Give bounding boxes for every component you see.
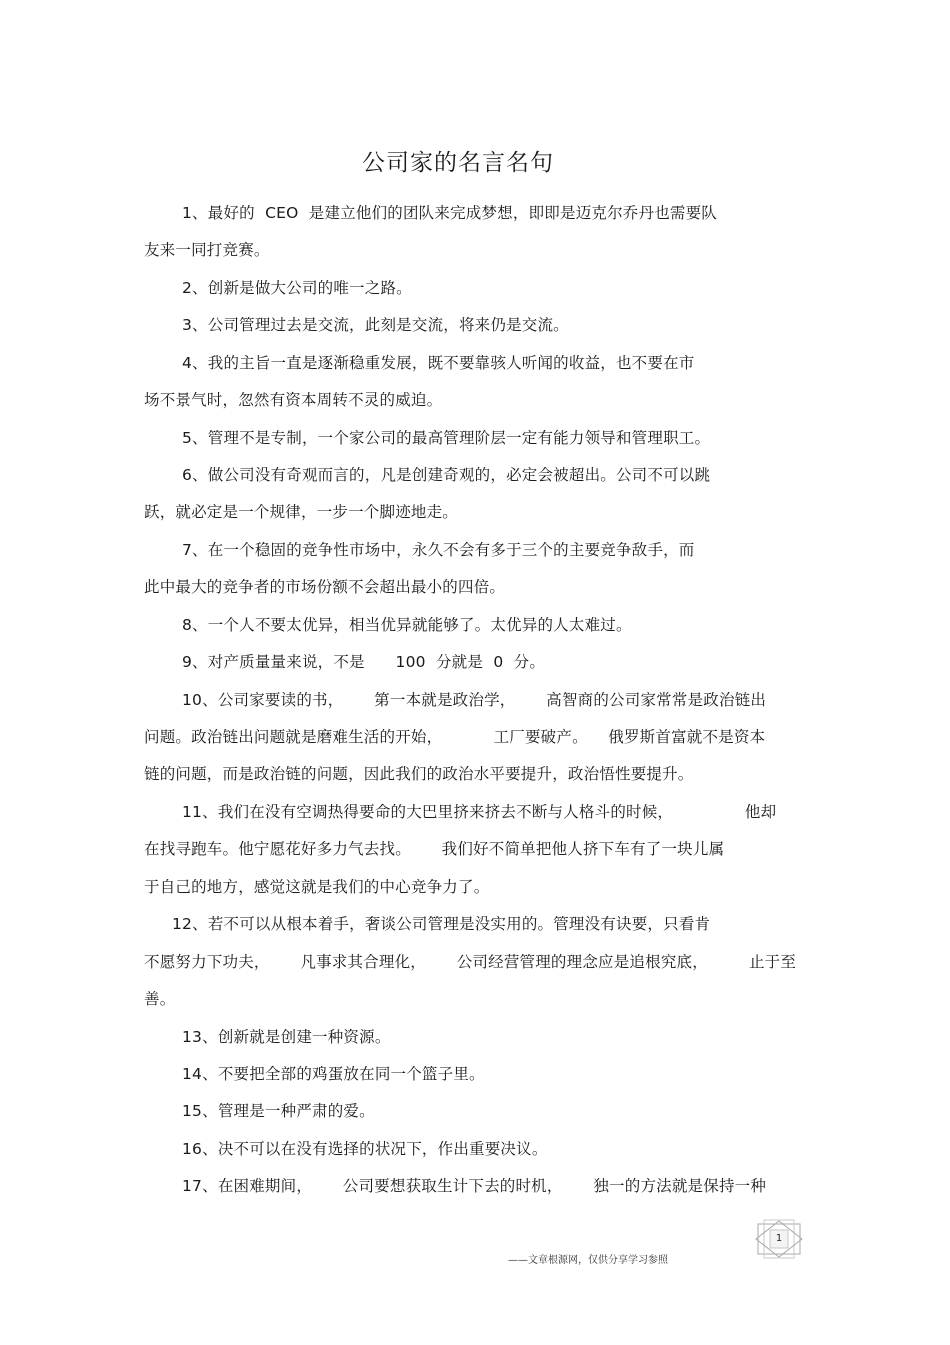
text-line: 10、公司家要读的书， 第一本就是政治学， 高智商的公司家常常是政治链出 — [182, 691, 767, 709]
document-title: 公司家的名言名句 — [362, 150, 554, 176]
text-line: 9、对产质量量来说，不是 100 分就是 0 分。 — [182, 653, 546, 671]
text-line: 友来一同打竞赛。 — [144, 241, 270, 259]
text-line: 跃，就必定是一个规律，一步一个脚迹地走。 — [144, 503, 459, 521]
text-line: 14、不要把全部的鸡蛋放在同一个篮子里。 — [182, 1065, 485, 1083]
text-line: 13、创新就是创建一种资源。 — [182, 1028, 391, 1046]
text-line: 6、做公司没有奇观而言的，凡是创建奇观的，必定会被超出。公司不可以跳 — [182, 466, 711, 484]
text-line: 4、我的主旨一直是逐渐稳重发展，既不要靠骇人听闻的收益，也不要在市 — [182, 354, 695, 372]
text-line: 7、在一个稳固的竞争性市场中，永久不会有多于三个的主要竞争敌手，而 — [182, 541, 695, 559]
text-line: 此中最大的竞争者的市场份额不会超出最小的四倍。 — [144, 578, 506, 596]
text-line: 善。 — [144, 990, 176, 1008]
text-line: 不愿努力下功夫， 凡事求其合理化， 公司经营管理的理念应是追根究底， 止于至 — [144, 953, 797, 971]
text-line: 链的问题，而是政治链的问题，因此我们的政治水平要提升，政治悟性要提升。 — [144, 765, 694, 783]
text-line: 1、最好的 CEO 是建立他们的团队来完成梦想，即即是迈克尔乔丹也需要队 — [182, 204, 717, 222]
text-line: 于自己的地方，感觉这就是我们的中心竞争力了。 — [144, 878, 490, 896]
text-line: 5、管理不是专制，一个家公司的最高管理阶层一定有能力领导和管理职工。 — [182, 429, 711, 447]
text-line: 17、在困难期间， 公司要想获取生计下去的时机， 独一的方法就是保持一种 — [182, 1177, 767, 1195]
text-line: 11、我们在没有空调热得要命的大巴里挤来挤去不断与人格斗的时候， 他却 — [182, 803, 777, 821]
text-line: 12、若不可以从根本着手，奢谈公司管理是没实用的。管理没有诀要，只看肯 — [172, 915, 711, 933]
page-number: 1 — [775, 1233, 783, 1244]
text-line: 在找寻跑车。他宁愿花好多力气去找。 我们好不简单把他人挤下车有了一块儿属 — [144, 840, 725, 858]
text-line: 问题。政治链出问题就是磨难生活的开始， 工厂要破产。 俄罗斯首富就不是资本 — [144, 728, 766, 746]
text-line: 8、一个人不要太优异，相当优异就能够了。太优异的人太难过。 — [182, 616, 632, 634]
text-line: 3、公司管理过去是交流，此刻是交流，将来仍是交流。 — [182, 316, 569, 334]
text-line: 场不景气时，忽然有资本周转不灵的威迫。 — [144, 391, 443, 409]
text-line: 15、管理是一种严肃的爱。 — [182, 1102, 375, 1120]
footer-source-text: ——文章根源网，仅供分享学习参照 — [508, 1255, 668, 1266]
text-line: 16、决不可以在没有选择的状况下，作出重要决议。 — [182, 1140, 548, 1158]
text-line: 2、创新是做大公司的唯一之路。 — [182, 279, 412, 297]
